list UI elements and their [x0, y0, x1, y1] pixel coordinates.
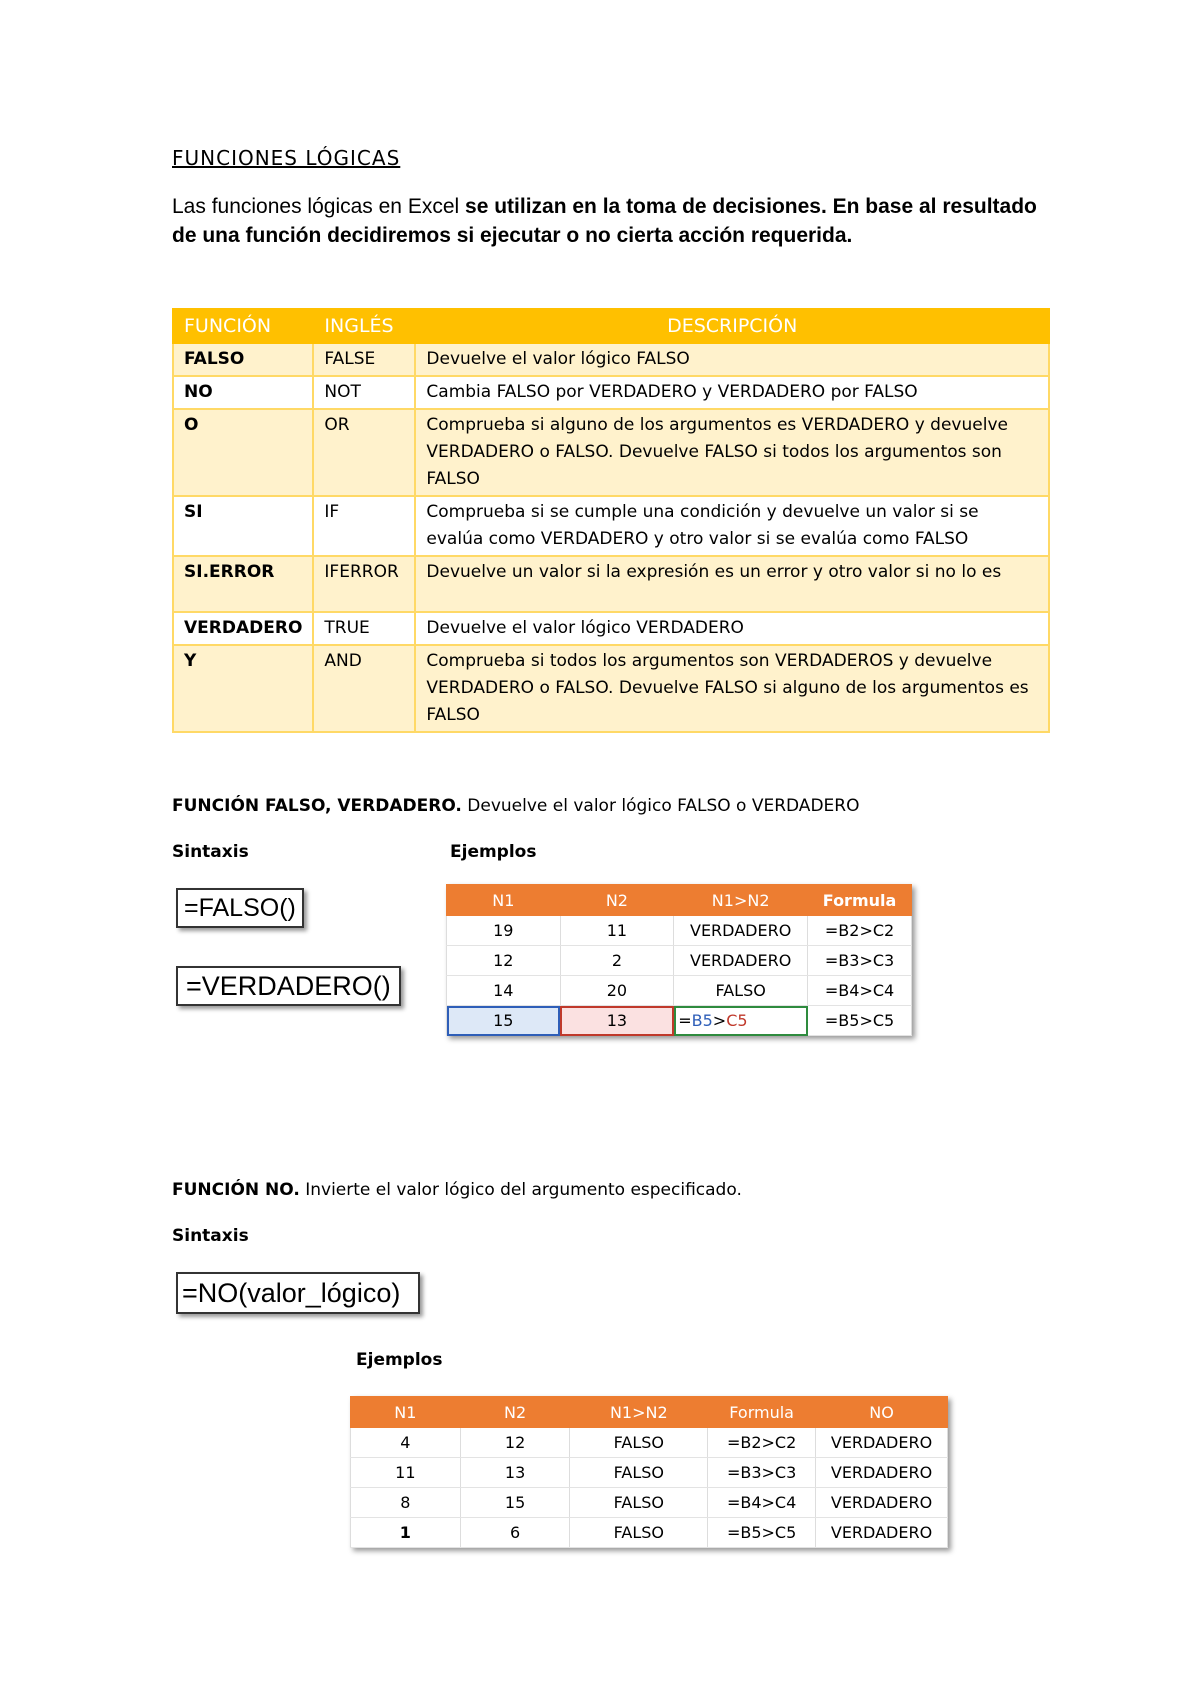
header-ingles: INGLÉS [313, 309, 415, 343]
function-description: Comprueba si todos los argumentos son VERDADEROS y devuelve VERDADERO o FALSO. Devuelve FALSO si alguno de los argumentos es FALSO [415, 645, 1049, 732]
cell-n2-selected[interactable]: 13 [560, 1006, 674, 1036]
function-description: Devuelve un valor si la expresión es un error y otro valor si no lo es [415, 556, 1049, 612]
cell-n2[interactable]: 2 [560, 946, 674, 976]
functions-table [172, 308, 1050, 733]
cell-no[interactable]: VERDADERO [816, 1428, 948, 1458]
header-n1: N1 [351, 1397, 461, 1428]
cell-n2[interactable]: 13 [460, 1458, 570, 1488]
cell-result[interactable]: FALSO [570, 1488, 708, 1518]
function-english: IFERROR [313, 556, 415, 612]
cell-formula-editing[interactable] [674, 1006, 808, 1036]
cell-formula[interactable]: =B3>C3 [708, 1458, 816, 1488]
cell-n1[interactable]: 14 [447, 976, 561, 1006]
function-description: Devuelve el valor lógico VERDADERO [415, 612, 1049, 645]
function-name: O [173, 409, 313, 496]
function-description: Cambia FALSO por VERDADERO y VERDADERO por FALSO [415, 376, 1049, 409]
syntax-verdadero-box: =VERDADERO() [176, 966, 401, 1006]
cell-no[interactable]: VERDADERO [816, 1488, 948, 1518]
cell-n1[interactable]: 1 [351, 1518, 461, 1548]
table-row [351, 1428, 948, 1458]
cell-n1-selected[interactable]: 15 [447, 1006, 561, 1036]
table-row [173, 409, 1049, 496]
header-comparison: N1>N2 [570, 1397, 708, 1428]
cell-formula[interactable]: =B2>C2 [708, 1428, 816, 1458]
cell-n1[interactable]: 8 [351, 1488, 461, 1518]
table-row [351, 1488, 948, 1518]
cell-formula[interactable]: =B5>C5 [808, 1006, 912, 1036]
cell-result[interactable]: FALSO [570, 1458, 708, 1488]
table-row [173, 496, 1049, 556]
excel-header-row [351, 1397, 948, 1428]
function-name: Y [173, 645, 313, 732]
function-english: FALSE [313, 343, 415, 376]
header-funcion: FUNCIÓN [173, 309, 313, 343]
section-heading-no [172, 1180, 742, 1200]
cell-n2[interactable]: 15 [460, 1488, 570, 1518]
page-title: FUNCIONES LÓGICAS [172, 146, 401, 170]
section-heading-bold: FUNCIÓN NO. [172, 1180, 300, 1200]
cell-no[interactable]: VERDADERO [816, 1458, 948, 1488]
section-heading-text: Devuelve el valor lógico FALSO o VERDADERO [461, 796, 860, 816]
cell-formula[interactable]: =B4>C4 [708, 1488, 816, 1518]
cell-formula[interactable]: =B5>C5 [708, 1518, 816, 1548]
cell-result[interactable]: FALSO [674, 976, 808, 1006]
table-row [173, 343, 1049, 376]
examples-label: Ejemplos [356, 1350, 443, 1370]
formula-ref-c5: C5 [726, 1011, 748, 1030]
function-name: FALSO [173, 343, 313, 376]
cell-n1[interactable]: 12 [447, 946, 561, 976]
function-name: NO [173, 376, 313, 409]
header-descripcion: DESCRIPCIÓN [415, 309, 1049, 343]
cell-result[interactable]: FALSO [570, 1518, 708, 1548]
examples-label: Ejemplos [450, 842, 537, 862]
cell-n2[interactable]: 11 [560, 916, 674, 946]
syntax-label: Sintaxis [172, 842, 249, 862]
syntax-label: Sintaxis [172, 1226, 249, 1246]
function-english: OR [313, 409, 415, 496]
syntax-no-box: =NO(valor_lógico) [176, 1272, 420, 1314]
cell-result[interactable]: VERDADERO [674, 916, 808, 946]
header-n2: N2 [460, 1397, 570, 1428]
header-formula: Formula [808, 885, 912, 916]
header-formula: Formula [708, 1397, 816, 1428]
table-row [351, 1518, 948, 1548]
function-name: SI.ERROR [173, 556, 313, 612]
intro-paragraph [172, 192, 1052, 250]
cell-result[interactable]: VERDADERO [674, 946, 808, 976]
examples-table-no [350, 1396, 948, 1548]
section-heading-text: Invierte el valor lógico del argumento especificado. [299, 1180, 742, 1200]
header-n1: N1 [447, 885, 561, 916]
section-heading-bold: FUNCIÓN FALSO, VERDADERO. [172, 796, 462, 816]
table-row [447, 946, 912, 976]
function-english: TRUE [313, 612, 415, 645]
cell-n2[interactable]: 12 [460, 1428, 570, 1458]
function-english: IF [313, 496, 415, 556]
section-heading-falso [172, 796, 859, 816]
table-row [173, 376, 1049, 409]
intro-bold-text: se utilizan en la toma de decisiones. En base al resultado de una función decidiremos si ejecutar o no cierta acción requerida. [172, 195, 1037, 247]
function-description: Comprueba si alguno de los argumentos es VERDADERO y devuelve VERDADERO o FALSO. Devuelve FALSO si todos los argumentos son FALSO [415, 409, 1049, 496]
cell-formula[interactable]: =B2>C2 [808, 916, 912, 946]
table-row [173, 645, 1049, 732]
function-name: VERDADERO [173, 612, 313, 645]
cell-formula[interactable]: =B3>C3 [808, 946, 912, 976]
cell-n2[interactable]: 6 [460, 1518, 570, 1548]
cell-formula[interactable]: =B4>C4 [808, 976, 912, 1006]
intro-normal-text: Las funciones lógicas en Excel [172, 195, 466, 218]
function-description: Devuelve el valor lógico FALSO [415, 343, 1049, 376]
cell-n1[interactable]: 4 [351, 1428, 461, 1458]
excel-header-row [447, 885, 912, 916]
cell-n1[interactable]: 19 [447, 916, 561, 946]
syntax-falso-box: =FALSO() [176, 888, 304, 928]
table-row [447, 916, 912, 946]
formula-eq: = [678, 1011, 692, 1030]
table-row-editing [447, 1006, 912, 1036]
function-name: SI [173, 496, 313, 556]
table-row [351, 1458, 948, 1488]
cell-no[interactable]: VERDADERO [816, 1518, 948, 1548]
table-row [173, 612, 1049, 645]
cell-n2[interactable]: 20 [560, 976, 674, 1006]
table-row [173, 556, 1049, 612]
formula-op: > [712, 1011, 727, 1030]
function-english: NOT [313, 376, 415, 409]
examples-table-falso [446, 884, 912, 1036]
function-description: Comprueba si se cumple una condición y devuelve un valor si se evalúa como VERDADERO y otro valor si se evalúa como FALSO [415, 496, 1049, 556]
header-comparison: N1>N2 [674, 885, 808, 916]
cell-n1[interactable]: 11 [351, 1458, 461, 1488]
functions-table-header [173, 309, 1049, 343]
cell-result[interactable]: FALSO [570, 1428, 708, 1458]
table-row [447, 976, 912, 1006]
formula-ref-b5: B5 [691, 1011, 713, 1030]
header-n2: N2 [560, 885, 674, 916]
function-english: AND [313, 645, 415, 732]
header-no: NO [816, 1397, 948, 1428]
